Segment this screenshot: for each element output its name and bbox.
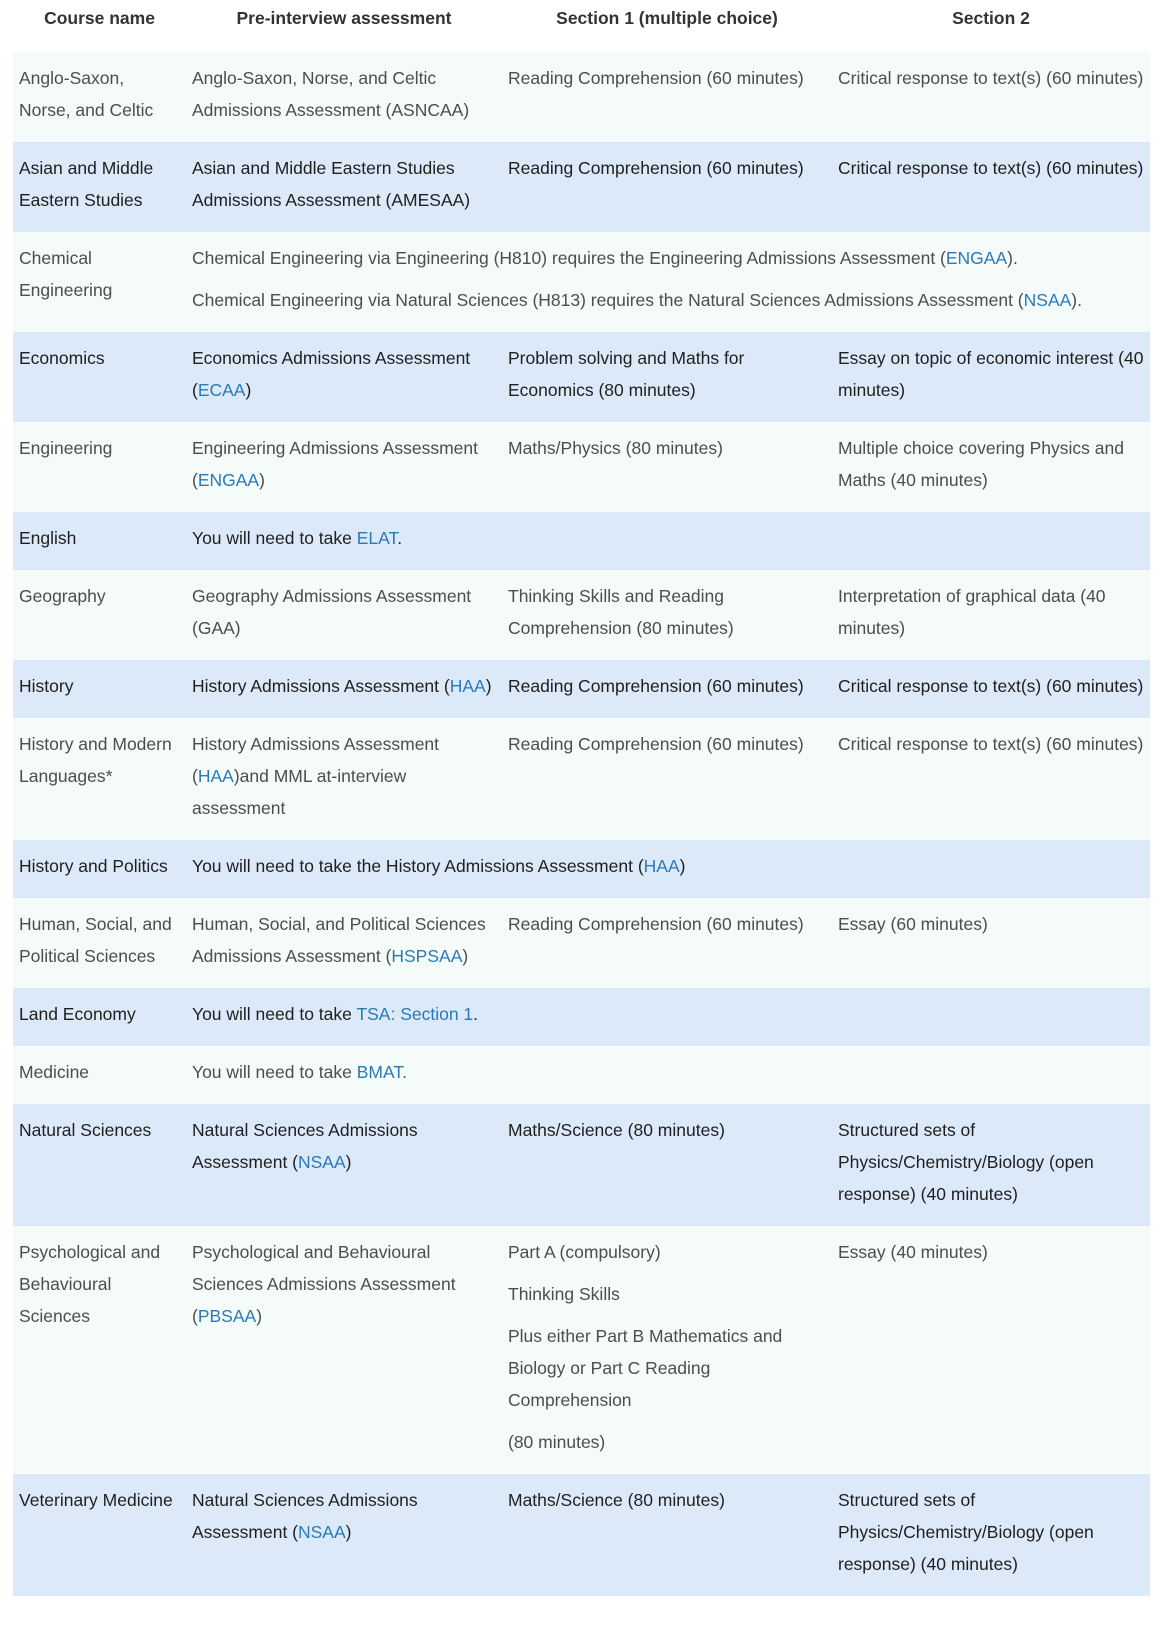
requirement-text: . [402,1062,407,1082]
section-2-cell: Essay (40 minutes) [832,1226,1150,1474]
table-row [13,332,1150,422]
nsaa-link[interactable]: NSAA [1023,290,1072,310]
assessment-text: Human, Social, and Political Sciences Admissions Assessment ( [192,914,486,966]
requirement-text: You will need to take the History Admissions Assessment ( [192,856,644,876]
requirement-cell [186,988,1150,1046]
section-1-cell: Reading Comprehension (60 minutes) [502,718,832,840]
section-1-cell: Maths/Science (80 minutes) [502,1474,832,1596]
header-row [13,0,1150,52]
table-row [13,660,1150,718]
table-row [13,718,1150,840]
pre-interview-cell: Anglo-Saxon, Norse, and Celtic Admissions Assessment (ASNCAA) [186,52,502,142]
assessment-text: History Admissions Assessment ( [192,676,450,696]
header-section-1: Section 1 (multiple choice) [556,8,778,28]
section-1-paragraph: Plus either Part B Mathematics and Biology or Part C Reading Comprehension [508,1326,783,1410]
section-1-cell: Maths/Science (80 minutes) [502,1104,832,1226]
pre-interview-cell [186,1226,502,1474]
section-2-cell: Critical response to text(s) (60 minutes) [832,142,1150,232]
course-cell: English [13,512,186,570]
pbsaa-link[interactable]: PBSAA [197,1306,257,1326]
section-2-cell: Multiple choice covering Physics and Maths (40 minutes) [832,422,1150,512]
section-2-cell: Essay (60 minutes) [832,898,1150,988]
table-row [13,840,1150,898]
section-2-cell: Critical response to text(s) (60 minutes) [832,660,1150,718]
elat-link[interactable]: ELAT [356,528,398,548]
requirement-cell [186,512,1150,570]
section-2-cell: Structured sets of Physics/Chemistry/Biology (open response) (40 minutes) [832,1474,1150,1596]
requirement-text: . [397,528,403,548]
pre-interview-cell [186,1104,502,1226]
table-row [13,898,1150,988]
section-1-cell: Problem solving and Maths for Economics (80 minutes) [502,332,832,422]
course-cell: History and Politics [13,840,186,898]
course-cell: History and Modern Languages* [13,718,186,840]
section-1-cell: Thinking Skills and Reading Comprehension (80 minutes) [502,570,832,660]
requirement-cell [186,1046,1150,1104]
pre-interview-cell [186,660,502,718]
haa-link[interactable]: HAA [197,766,234,786]
assessment-text: History Admissions Assessment ( [192,734,440,786]
header-section-2: Section 2 [952,8,1030,28]
section-1-cell: Reading Comprehension (60 minutes) [502,142,832,232]
section-1-paragraph: Thinking Skills [508,1284,620,1304]
nsaa-link[interactable]: NSAA [298,1152,346,1172]
section-1-cell [502,1226,832,1474]
section-1-cell: Reading Comprehension (60 minutes) [502,660,832,718]
pre-interview-cell [186,1474,502,1596]
course-cell: Natural Sciences [13,1104,186,1226]
course-cell: Psychological and Behavioural Sciences [13,1226,186,1474]
course-cell: Human, Social, and Political Sciences [13,898,186,988]
section-2-cell: Structured sets of Physics/Chemistry/Biology (open response) (40 minutes) [832,1104,1150,1226]
table-row [13,1104,1150,1226]
section-1-paragraph: Part A (compulsory) [508,1242,661,1262]
pre-interview-cell [186,422,502,512]
header-pre-interview: Pre-interview assessment [236,8,452,28]
table-row [13,1226,1150,1474]
assessment-text: ) [345,1522,352,1542]
table-row [13,142,1150,232]
course-cell: Medicine [13,1046,186,1104]
section-1-cell: Reading Comprehension (60 minutes) [502,898,832,988]
course-cell: Geography [13,570,186,660]
table-body [13,52,1150,1596]
section-1-cell: Maths/Physics (80 minutes) [502,422,832,512]
requirement-line [192,242,1144,274]
assessment-text: Engineering Admissions Assessment ( [192,438,478,490]
requirement-text: You will need to take [192,528,357,548]
admissions-table [13,0,1150,1596]
nsaa-link[interactable]: NSAA [298,1522,346,1542]
section-1-cell: Reading Comprehension (60 minutes) [502,52,832,142]
requirement-cell [186,232,1150,332]
requirement-text: You will need to take [192,1004,357,1024]
course-cell: Asian and Middle Eastern Studies [13,142,186,232]
engaa-link[interactable]: ENGAA [945,248,1008,268]
section-2-cell: Essay on topic of economic interest (40 minutes) [832,332,1150,422]
pre-interview-cell [186,332,502,422]
table-row [13,232,1150,332]
requirement-text: . [473,1004,479,1024]
pre-interview-cell: Geography Admissions Assessment (GAA) [186,570,502,660]
table-row [13,512,1150,570]
pre-interview-cell [186,898,502,988]
requirement-cell [186,840,1150,898]
pre-interview-cell: Asian and Middle Eastern Studies Admissions Assessment (AMESAA) [186,142,502,232]
requirement-text: You will need to take [192,1062,357,1082]
bmat-link[interactable]: BMAT [356,1062,403,1082]
requirement-line [192,284,1144,316]
requirement-text: ). [1071,290,1082,310]
assessment-text: ) [345,1152,352,1172]
header-course: Course name [44,8,155,28]
assessment-text: Natural Sciences Admissions Assessment ( [192,1120,418,1172]
section-2-cell: Critical response to text(s) (60 minutes) [832,52,1150,142]
assessment-text: Economics Admissions Assessment ( [192,348,471,400]
ecaa-link[interactable]: ECAA [197,380,246,400]
section-2-cell: Critical response to text(s) (60 minutes) [832,718,1150,840]
haa-link[interactable]: HAA [449,676,486,696]
haa-link[interactable]: HAA [643,856,680,876]
course-cell: Veterinary Medicine [13,1474,186,1596]
requirement-text: ). [1007,248,1018,268]
requirement-text: Chemical Engineering via Engineering (H810) requires the Engineering Admissions Assessment ( [192,248,946,268]
course-cell: Anglo-Saxon, Norse, and Celtic [13,52,186,142]
hspsaa-link[interactable]: HSPSAA [391,946,463,966]
course-cell: History [13,660,186,718]
section-1-paragraph: (80 minutes) [508,1432,606,1452]
assessment-text: Psychological and Behavioural Sciences Admissions Assessment ( [192,1242,456,1326]
assessment-text: Natural Sciences Admissions Assessment ( [192,1490,418,1542]
course-cell: Engineering [13,422,186,512]
pre-interview-cell [186,718,502,840]
tsa-section-1-link[interactable]: TSA: Section 1 [356,1004,474,1024]
table-row [13,570,1150,660]
table-header [13,0,1150,52]
course-cell: Land Economy [13,988,186,1046]
course-cell: Chemical Engineering [13,232,186,332]
requirement-text: Chemical Engineering via Natural Sciences (H813) requires the Natural Sciences Admissions Assessment ( [192,290,1024,310]
assessment-text: ) [256,1306,263,1326]
table-row [13,422,1150,512]
assessment-text: ) [245,380,252,400]
table-row [13,988,1150,1046]
assessment-text: )and MML at-interview assessment [192,766,407,818]
section-2-cell: Interpretation of graphical data (40 minutes) [832,570,1150,660]
requirement-text: ) [679,856,686,876]
table-row [13,52,1150,142]
table-row [13,1046,1150,1104]
assessment-text: ) [485,676,492,696]
assessment-text: ) [462,946,469,966]
assessment-text: ) [259,470,265,490]
engaa-link[interactable]: ENGAA [197,470,260,490]
course-cell: Economics [13,332,186,422]
table-row [13,1474,1150,1596]
